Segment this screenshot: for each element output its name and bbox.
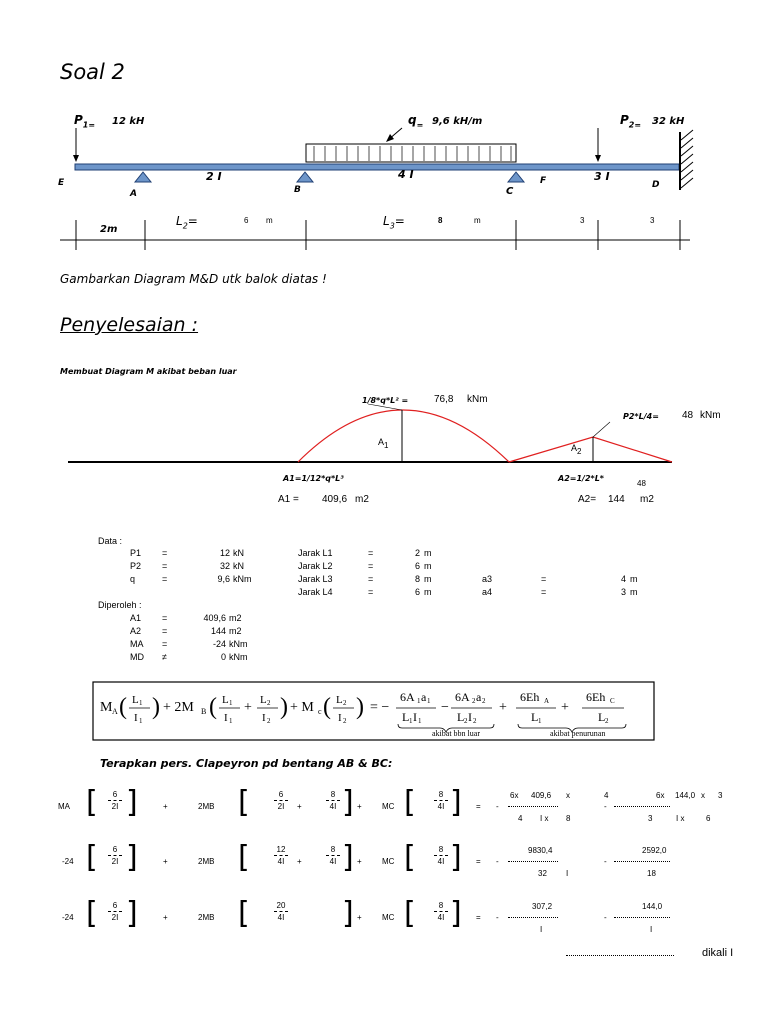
row2-d1a: 32 — [538, 869, 547, 878]
svg-text:2: 2 — [343, 699, 347, 707]
bracket-open: [ — [86, 840, 98, 875]
svg-text:I: I — [224, 712, 228, 724]
data-value-2: 2 — [414, 548, 420, 558]
svg-text:I: I — [338, 712, 342, 724]
svg-text:): ) — [152, 694, 160, 720]
row1-d1a: 4 — [518, 814, 523, 823]
row1-n2a: 6x — [656, 791, 665, 800]
bracket-close: ] — [450, 840, 462, 875]
node-c: C — [506, 186, 514, 197]
svg-text:+: + — [561, 700, 569, 715]
svg-text:2: 2 — [343, 717, 347, 725]
svg-text:2: 2 — [267, 717, 271, 725]
row3-frac1: 6 2I — [104, 901, 126, 922]
svg-text:I: I — [468, 710, 472, 724]
moment-heading: Membuat Diagram M akibat beban luar — [60, 367, 237, 376]
svg-text:1: 1 — [538, 717, 542, 725]
a2-result-unit: m2 — [640, 494, 654, 505]
row3-d2: I — [650, 925, 653, 934]
svg-text:c: c — [318, 707, 322, 716]
inertia-cd: 3 I — [594, 170, 610, 183]
row1-n2d: 3 — [718, 791, 723, 800]
svg-text:A: A — [544, 697, 550, 705]
obtained-name: A2 — [130, 626, 142, 636]
dim-l2-unit: m — [266, 216, 273, 225]
row1-minus2: - — [604, 802, 607, 811]
svg-text:6A: 6A — [455, 690, 470, 704]
svg-text:I: I — [262, 712, 266, 724]
row3-frac2: 20 4I — [270, 901, 292, 922]
svg-text:): ) — [280, 694, 288, 720]
data-value: 9,6 — [217, 574, 230, 584]
peak2-formula: P2*L/4= — [623, 412, 659, 421]
a2-extra: 48 — [637, 479, 646, 488]
svg-text:L: L — [402, 710, 410, 724]
bracket-open: [ — [86, 896, 98, 931]
p1-value: 12 kH — [112, 116, 145, 127]
svg-text:2: 2 — [472, 697, 476, 705]
svg-text:C: C — [610, 697, 615, 705]
svg-text:+: + — [499, 700, 507, 715]
bracket-close: ] — [450, 896, 462, 931]
data-eq: = — [162, 561, 168, 571]
svg-text:1: 1 — [229, 717, 233, 725]
svg-text:1: 1 — [229, 699, 233, 707]
obtained-eq: = — [162, 639, 168, 649]
p2-value: 32 kH — [652, 116, 685, 127]
row1-n1d: 4 — [604, 791, 609, 800]
node-b: B — [294, 185, 301, 195]
bracket-close: ] — [450, 785, 462, 820]
row2-d2: 18 — [647, 869, 656, 878]
svg-text:1: 1 — [418, 717, 422, 725]
node-e: E — [58, 178, 65, 188]
bracket-close: ] — [342, 896, 354, 931]
row1-n2c: x — [701, 791, 705, 800]
row3-fracbar1 — [508, 917, 558, 918]
underbrace-label-2: akibat penurunan — [550, 729, 606, 738]
node-f: F — [540, 176, 547, 186]
row1-eq: = — [476, 802, 481, 811]
data-unit-3: m — [630, 574, 638, 584]
data-value-3: 4 — [620, 574, 626, 584]
data-unit: kNm — [233, 574, 252, 584]
node-d: D — [652, 180, 660, 190]
svg-text:B: B — [201, 707, 207, 716]
row1-plus1: + — [163, 802, 168, 811]
row3-minus: - — [496, 913, 499, 922]
row2-mb: 2MB — [198, 857, 215, 866]
area-a1-tag: $A_1$ — [378, 437, 389, 450]
row1-fracbar1 — [508, 806, 558, 807]
data-value: 12 — [219, 548, 230, 558]
row3-minus2: - — [604, 913, 607, 922]
svg-text:): ) — [356, 694, 364, 720]
row3-d1: I — [540, 925, 543, 934]
obtained-unit: m2 — [229, 613, 242, 623]
row2-fracbar2 — [614, 861, 670, 862]
data-eq-2: = — [368, 574, 374, 584]
row3-plus3: + — [357, 913, 362, 922]
bracket-open: [ — [238, 785, 250, 820]
obtained-value: -24 — [212, 639, 226, 649]
data-name-2: Jarak L2 — [298, 561, 333, 571]
obtained-unit: kNm — [229, 639, 248, 649]
row2-d1b: I — [566, 869, 569, 878]
row2-n1: 9830,4 — [528, 846, 553, 855]
svg-text:6A: 6A — [400, 690, 415, 704]
data-name: q — [130, 574, 136, 584]
data-eq-3: = — [541, 587, 547, 597]
obtained-name: MD — [130, 652, 144, 662]
dim-l2-label: $L_2=$ — [176, 214, 198, 231]
peak1-unit: kNm — [467, 394, 488, 405]
dim-d1: 2m — [100, 224, 118, 235]
row1-mc: MC — [382, 802, 395, 811]
obtained-value: 144 — [210, 626, 226, 636]
data-unit-3: m — [630, 587, 638, 597]
svg-text:2: 2 — [473, 717, 477, 725]
data-eq-2: = — [368, 587, 374, 597]
svg-text:M: M — [100, 700, 113, 715]
dim-d5: 3 — [650, 216, 655, 225]
row1-minus: - — [496, 802, 499, 811]
q-label: $q_=$ — [408, 113, 424, 130]
row3-eq: = — [476, 913, 481, 922]
peak1-formula: 1/8*q*L² = — [362, 396, 409, 405]
bracket-close: ] — [126, 785, 138, 820]
bracket-open: [ — [404, 896, 416, 931]
svg-text:(: ( — [323, 694, 331, 720]
data-eq: = — [162, 548, 168, 558]
peak1-value: 76,8 — [434, 394, 454, 405]
svg-text:a: a — [421, 690, 427, 704]
row2-frac3: 8 4I — [322, 845, 344, 866]
row3-ma: -24 — [62, 913, 74, 922]
data-name-3: a4 — [482, 587, 493, 597]
row3-n1: 307,2 — [532, 902, 553, 911]
dim-l2-value: 6 — [244, 216, 249, 225]
row1-frac2: 6 2I — [270, 790, 292, 811]
svg-text:+ M: + M — [290, 700, 314, 715]
obtained-eq: = — [162, 613, 168, 623]
row2-plus2: + — [297, 857, 302, 866]
data-name: P1 — [130, 548, 142, 558]
data-unit: kN — [233, 561, 244, 571]
data-name-2: Jarak L1 — [298, 548, 333, 558]
row1-frac3: 8 4I — [322, 790, 344, 811]
bracket-open: [ — [86, 785, 98, 820]
svg-text:6Eh: 6Eh — [520, 690, 540, 704]
svg-text:= −: = − — [370, 700, 390, 715]
row1-d2b: I x — [676, 814, 685, 823]
svg-text:L: L — [222, 694, 229, 706]
svg-text:1: 1 — [139, 717, 143, 725]
dim-l3-unit: m — [474, 216, 481, 225]
bracket-close: ] — [126, 896, 138, 931]
area-a2-tag: $A_2$ — [571, 443, 582, 456]
obtained-eq: ≠ — [162, 652, 167, 662]
data-value-3: 3 — [620, 587, 626, 597]
data-unit-2: m — [424, 561, 432, 571]
data-eq: = — [162, 574, 168, 584]
row3-plus1: + — [163, 913, 168, 922]
row3-mb: 2MB — [198, 913, 215, 922]
peak2-unit: kNm — [700, 410, 721, 421]
data-name: P2 — [130, 561, 142, 571]
row2-frac4: 8 4I — [430, 845, 452, 866]
solution-heading: Penyelesaian : — [60, 314, 199, 336]
row2-fracbar1 — [508, 861, 558, 862]
obtained-unit: m2 — [229, 626, 242, 636]
page-title: Soal 2 — [60, 60, 125, 84]
node-a: A — [130, 189, 137, 199]
svg-text:2: 2 — [267, 699, 271, 707]
svg-text:L: L — [260, 694, 267, 706]
row1-d1b: I x — [540, 814, 549, 823]
row3-mc: MC — [382, 913, 395, 922]
svg-text:L: L — [531, 710, 539, 724]
data-name-2: Jarak L3 — [298, 574, 333, 584]
apply-heading: Terapkan pers. Clapeyron pd bentang AB & BC: — [100, 757, 393, 770]
p1-label: $P_{1=}$ — [74, 113, 96, 130]
svg-text:(: ( — [119, 694, 127, 720]
row1-fracbar2 — [614, 806, 670, 807]
a2-result-value: 144 — [608, 494, 625, 505]
row1-plus3: + — [357, 802, 362, 811]
row1-n1a: 6x — [510, 791, 519, 800]
svg-text:6Eh: 6Eh — [586, 690, 606, 704]
a2-formula: A2=1/2*L* — [558, 474, 604, 483]
data-eq-3: = — [541, 574, 547, 584]
row2-plus3: + — [357, 857, 362, 866]
data-value-2: 6 — [414, 561, 420, 571]
svg-text:1: 1 — [409, 717, 413, 725]
svg-text:A: A — [112, 707, 118, 716]
row1-mb: 2MB — [198, 802, 215, 811]
obtained-value: 0 — [220, 652, 226, 662]
data-name-3: a3 — [482, 574, 493, 584]
q-value: 9,6 kH/m — [432, 116, 483, 127]
svg-text:+: + — [244, 700, 252, 715]
bracket-open: [ — [238, 896, 250, 931]
svg-text:2: 2 — [605, 717, 609, 725]
footer-note: dikali I — [702, 947, 734, 959]
dim-d4: 3 — [580, 216, 585, 225]
row2-minus: - — [496, 857, 499, 866]
svg-text:2: 2 — [482, 697, 486, 705]
row3-n2: 144,0 — [642, 902, 663, 911]
svg-text:L: L — [336, 694, 343, 706]
dim-l3-value: 8 — [438, 216, 443, 225]
row2-plus1: + — [163, 857, 168, 866]
obtained-name: MA — [130, 639, 144, 649]
data-name-2: Jarak L4 — [298, 587, 333, 597]
row1-n2b: 144,0 — [675, 791, 696, 800]
data-value-2: 6 — [414, 587, 420, 597]
obtained-heading: Diperoleh : — [98, 600, 142, 610]
bracket-close: ] — [342, 840, 354, 875]
svg-text:I: I — [413, 710, 417, 724]
obtained-value: 409,6 — [203, 613, 226, 623]
bracket-open: [ — [404, 840, 416, 875]
a1-result-unit: m2 — [355, 494, 369, 505]
data-unit: kN — [233, 548, 244, 558]
svg-text:L: L — [457, 710, 465, 724]
row2-ma: -24 — [62, 857, 74, 866]
row2-eq: = — [476, 857, 481, 866]
data-unit-2: m — [424, 574, 432, 584]
svg-text:2: 2 — [464, 717, 468, 725]
obtained-unit: kNm — [229, 652, 248, 662]
row2-frac2: 12 4I — [270, 845, 292, 866]
svg-text:1: 1 — [427, 697, 431, 705]
instruction-text: Gambarkan Diagram M&D utk balok diatas ! — [60, 272, 327, 286]
row1-d1c: 8 — [566, 814, 571, 823]
peak2-value: 48 — [682, 410, 694, 421]
data-value-2: 8 — [414, 574, 420, 584]
a2-result-label: A2= — [578, 494, 597, 505]
data-unit-2: m — [424, 587, 432, 597]
data-eq-2: = — [368, 548, 374, 558]
row3-fracbar2 — [614, 917, 670, 918]
bracket-open: [ — [404, 785, 416, 820]
svg-text:L: L — [132, 694, 139, 706]
row1-frac1: 6 2I — [104, 790, 126, 811]
row1-frac4: 8 4I — [430, 790, 452, 811]
data-eq-2: = — [368, 561, 374, 571]
data-unit-2: m — [424, 548, 432, 558]
row1-n1b: 409,6 — [531, 791, 552, 800]
row2-n2: 2592,0 — [642, 846, 667, 855]
row2-frac1: 6 2I — [104, 845, 126, 866]
footer-dashline — [566, 955, 674, 956]
bracket-close: ] — [126, 840, 138, 875]
svg-text:a: a — [476, 690, 482, 704]
obtained-eq: = — [162, 626, 168, 636]
obtained-name: A1 — [130, 613, 142, 623]
a1-result-label: A1 = — [278, 494, 299, 505]
bracket-open: [ — [238, 840, 250, 875]
svg-text:I: I — [134, 712, 138, 724]
data-value: 32 — [219, 561, 230, 571]
row1-plus2: + — [297, 802, 302, 811]
row1-ma: MA — [58, 802, 70, 811]
svg-text:+ 2M: + 2M — [163, 700, 194, 715]
svg-text:(: ( — [209, 694, 217, 720]
underbrace-label-1: akibat bbn luar — [432, 729, 480, 738]
row1-n1c: x — [566, 791, 570, 800]
svg-text:−: − — [441, 700, 449, 715]
row2-minus2: - — [604, 857, 607, 866]
data-heading: Data : — [98, 536, 123, 546]
p2-label: $P_{2=}$ — [620, 113, 642, 130]
row1-d2a: 3 — [648, 814, 653, 823]
bracket-close: ] — [342, 785, 354, 820]
svg-text:L: L — [598, 710, 606, 724]
row2-mc: MC — [382, 857, 395, 866]
a1-formula: A1=1/12*q*L³ — [283, 474, 344, 483]
dim-l3-label: $L_3=$ — [383, 214, 405, 231]
svg-text:1: 1 — [139, 699, 143, 707]
svg-text:1: 1 — [417, 697, 421, 705]
row1-d2c: 6 — [706, 814, 711, 823]
inertia-bc: 4 I — [398, 168, 414, 181]
row3-frac4: 8 4I — [430, 901, 452, 922]
a1-result-value: 409,6 — [322, 494, 348, 505]
inertia-ab: 2 I — [206, 170, 222, 183]
